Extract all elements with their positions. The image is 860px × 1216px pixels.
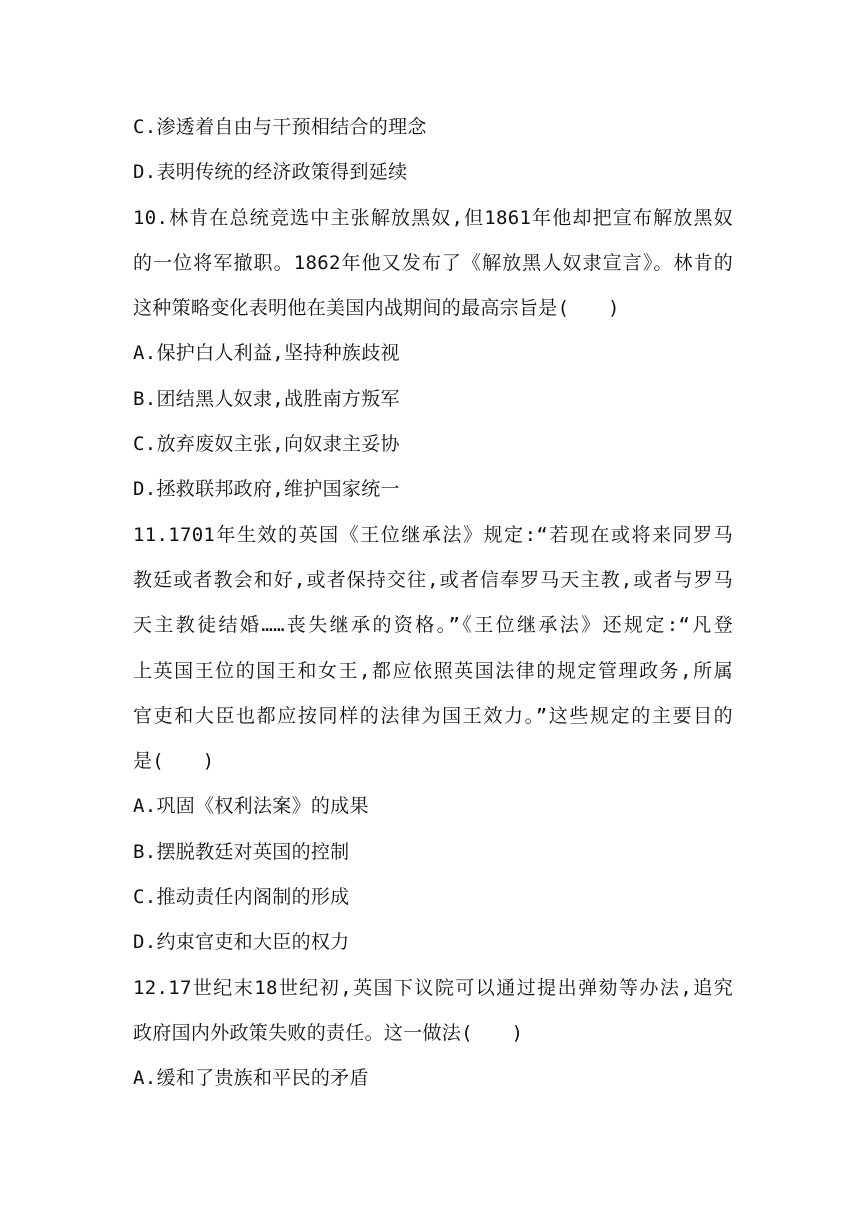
q11-option-b: B.摆脱教廷对英国的控制 bbox=[133, 840, 350, 863]
q11-stem-line-2: 教廷或者教会和好,或者保持交往,或者信奉罗马天主教,或者与罗马 bbox=[133, 568, 733, 591]
q12-stem-line-1: 12.17世纪末18世纪初,英国下议院可以通过提出弹劾等办法,追究 bbox=[133, 976, 733, 999]
q10-stem-line-2: 的一位将军撤职。1862年他又发布了《解放黑人奴隶宣言》。林肯的 bbox=[133, 251, 733, 274]
q11-stem-line-4: 上英国王位的国王和女王,都应依照英国法律的规定管理政务,所属 bbox=[133, 659, 733, 682]
q10-option-b: B.团结黑人奴隶,战胜南方叛军 bbox=[133, 387, 400, 410]
q9-option-c: C.渗透着自由与干预相结合的理念 bbox=[133, 116, 427, 138]
q10-option-c: C.放弃废奴主张,向奴隶主妥协 bbox=[133, 433, 400, 456]
q12-stem-line-2: 政府国内外政策失败的责任。这一做法( ) bbox=[133, 1021, 524, 1044]
q9-option-d: D.表明传统的经济政策得到延续 bbox=[133, 161, 408, 184]
q11-stem-line-3: 天主教徒结婚……丧失继承的资格。”《王位继承法》还规定:“凡登 bbox=[133, 614, 733, 637]
q10-option-a: A.保护白人利益,坚持种族歧视 bbox=[133, 342, 400, 365]
q11-stem-line-5: 官吏和大臣也都应按同样的法律为国王效力。”这些规定的主要目的 bbox=[133, 704, 733, 727]
q11-stem-line-1: 11.1701年生效的英国《王位继承法》规定:“若现在或将来同罗马 bbox=[133, 523, 733, 546]
q11-option-a: A.巩固《权利法案》的成果 bbox=[133, 795, 369, 818]
q11-stem-line-6: 是( ) bbox=[133, 750, 215, 773]
q10-option-d: D.拯救联邦政府,维护国家统一 bbox=[133, 478, 400, 501]
q11-option-c: C.推动责任内阁制的形成 bbox=[133, 886, 350, 909]
q12-option-a: A.缓和了贵族和平民的矛盾 bbox=[133, 1067, 369, 1090]
question-content bbox=[133, 105, 733, 1102]
q10-stem-line-3: 这种策略变化表明他在美国内战期间的最高宗旨是( ) bbox=[133, 297, 620, 320]
q10-stem-line-1: 10.林肯在总统竞选中主张解放黑奴,但1861年他却把宣布解放黑奴 bbox=[133, 206, 733, 229]
q11-option-d: D.约束官吏和大臣的权力 bbox=[133, 931, 350, 954]
